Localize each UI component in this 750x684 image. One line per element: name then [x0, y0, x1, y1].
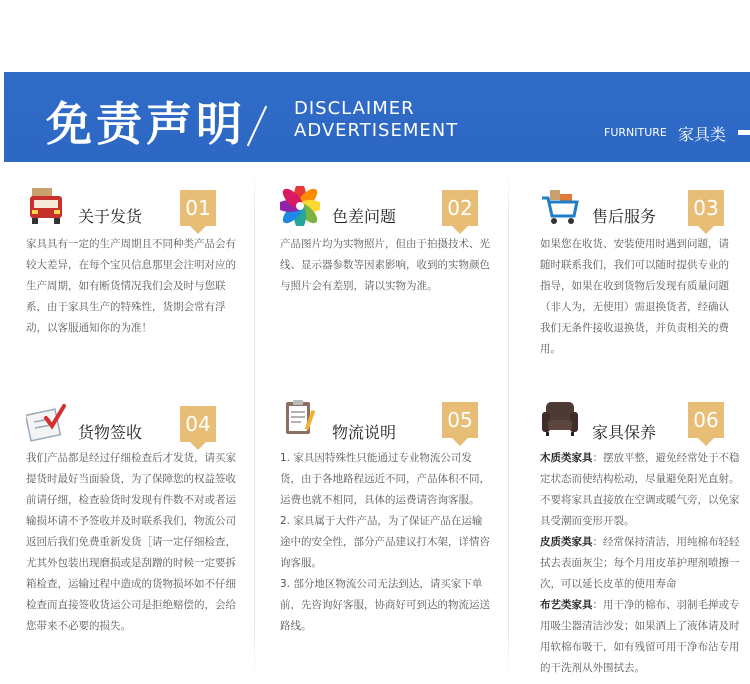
card-paragraph: 2. 家具属于大件产品，为了保证产品在运输途中的安全性，部分产品建议打木架，详情咨询客服。 — [280, 515, 490, 569]
card-title: 关于发货 — [78, 207, 143, 226]
card-body — [26, 448, 238, 637]
delivery-truck-icon — [26, 186, 66, 226]
card-paragraph: 3. 部分地区物流公司无法到达，请买家下单前，先咨询好客服，协商好可到达的物流运送路线。 — [280, 578, 490, 632]
card-paragraph: 1. 家具因特殊性只能通过专业物流公司发货，由于各地路程远近不同，产品体积不同，运费也就不相同，具体的运费请咨询客服。 — [280, 452, 490, 506]
card-body — [280, 234, 492, 297]
card-number-badge: 01 — [180, 190, 216, 226]
card-section-text: ：经常保持清洁，用纯棉布轻轻拭去表面灰尘；每个月用皮革护理剂喷擦一次，可以延长皮革的使用寿命 — [540, 536, 740, 590]
card-section-label: 木质类家具 — [540, 452, 593, 464]
card-section-label: 布艺类家具 — [540, 599, 593, 611]
color-wheel-icon — [280, 186, 320, 226]
card-number-badge: 04 — [180, 406, 216, 442]
card-title: 售后服务 — [592, 207, 657, 226]
header-banner — [4, 72, 750, 162]
card-number-badge: 03 — [688, 190, 724, 226]
card-title: 物流说明 — [332, 423, 397, 442]
card-paragraph: 我们产品都是经过仔细检查后才发货，请买家提货时最好当面验货，为了保障您的权益签收前请仔细，检查验货时发现有件数不对或者运输损坏请不予签收并及时联系我们，物流公司返回后我们免费重新发货［请一定仔细检查，尤其外包装出现磨损或是刮蹭的时候一定要拆箱检查，运输过程中造成的货物损坏如不仔细检查而直接签收货运公司是拒绝赔偿的，会给您带来不必要的损失。 — [26, 452, 236, 632]
card-section-text: ：用干净的棉布、羽制毛掸或专用吸尘器清洁沙发；如果洒上了液体请及时用软棉布吸干，如有残留可用干净布沾专用的干洗剂从外围拭去。 — [540, 599, 740, 674]
card-number-badge: 02 — [442, 190, 478, 226]
card-paragraph — [540, 448, 740, 532]
column-divider — [254, 168, 255, 678]
card-paragraph — [540, 595, 740, 679]
card-paragraph: 家具具有一定的生产周期且不同种类产品会有较大差异，在每个宝贝信息那里会注明对应的生产周期，如有断货情况我们会及时与您联系，由于家具生产的特殊性，货期会常有浮动，以客服通知你的为准！ — [26, 238, 236, 334]
shopping-cart-icon — [540, 186, 580, 226]
card-number-badge: 06 — [688, 402, 724, 438]
card-body — [540, 234, 738, 360]
banner-divider — [247, 106, 267, 147]
card-paragraph — [540, 532, 740, 595]
card-title: 家具保养 — [592, 423, 657, 442]
banner-title: 免责声明 — [46, 97, 246, 151]
checklist-icon — [26, 402, 66, 442]
card-body — [280, 448, 492, 637]
card-number-badge: 05 — [442, 402, 478, 438]
card-paragraph: 如果您在收货、安装使用时遇到问题，请随时联系我们，我们可以随时提供专业的指导，如果在收到货物后发现有质量问题（非人为，无使用）需退换货者，经确认我们无条件接收退换货，并负责相关的费用。 — [540, 238, 729, 355]
banner-subtitle-line1: DISCLAIMER — [294, 98, 415, 119]
card-body — [540, 448, 740, 679]
card-section-label: 皮质类家具 — [540, 536, 593, 548]
clipboard-pencil-icon — [280, 398, 320, 438]
card-title: 色差问题 — [332, 207, 397, 226]
banner-accent-bar — [738, 130, 750, 135]
card-body — [26, 234, 238, 339]
banner-category-en: FURNITURE — [604, 126, 667, 139]
banner-subtitle-line2: ADVERTISEMENT — [294, 120, 459, 141]
column-divider — [508, 168, 509, 678]
card-title: 货物签收 — [78, 423, 143, 442]
card-paragraph: 产品图片均为实物照片，但由于拍摄技术、光线、显示器参数等因素影响，收到的实物颜色与照片会有差别，请以实物为准。 — [280, 238, 490, 292]
armchair-icon — [540, 398, 580, 438]
card-section-text: ：摆放平整，避免经常处于不稳定状态而使结构松动，尽量避免阳光直射。不要将家具直接放在空调或暖气旁，以免家具受潮而变形开裂。 — [540, 452, 740, 527]
banner-category: 家具类 — [678, 125, 727, 144]
